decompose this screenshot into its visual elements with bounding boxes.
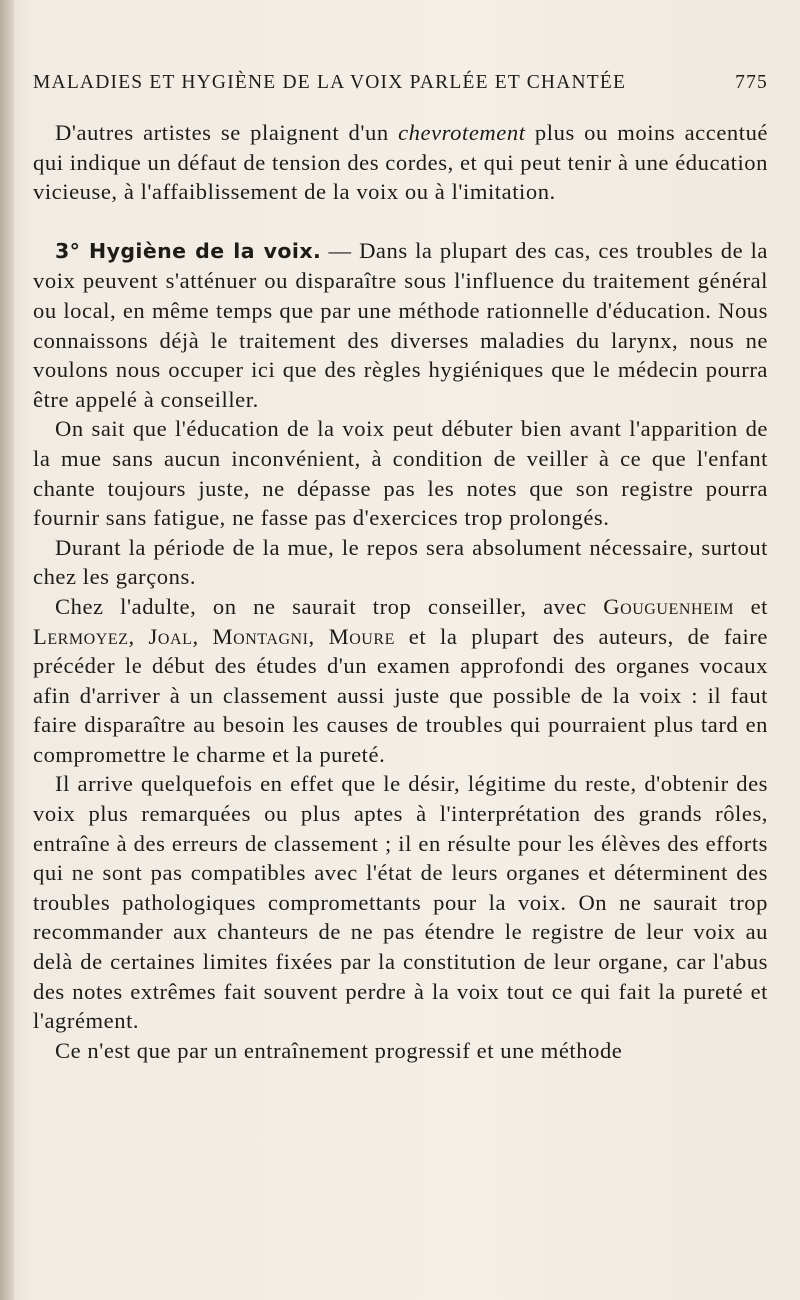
paragraph-1: D'autres artistes se plaignent d'un chevrotement plus ou moins accentué qui indique un défaut de tension des cordes, et qui peut tenir à une éducation vicieuse, à l'affaiblissement de la voix ou à l'imitation. xyxy=(33,120,768,205)
author-name: Joal xyxy=(148,623,193,649)
emphasis-chevrotement: chevrotement xyxy=(398,120,526,145)
paragraph-5: Chez l'adulte, on ne saurait trop conseiller, avec Gouguenheim et Lermoyez, Joal, Montagni, Moure et la plupart des auteurs, de faire précéder le début des études d'un examen approfondi des organes vocaux afin d'arriver à un classement aussi juste que possible de la voix : il faut faire disparaître au besoin les causes de troubles qui pourraient plus tard en compromettre le charme et la pureté. xyxy=(33,593,768,767)
paragraph-4: Durant la période de la mue, le repos sera absolument nécessaire, surtout chez les garçons. xyxy=(33,534,768,590)
running-title: MALADIES ET HYGIÈNE DE LA VOIX PARLÉE ET CHANTÉE xyxy=(33,72,627,93)
section-heading: 3° Hygiène de la voix. xyxy=(55,238,322,263)
running-header xyxy=(33,72,768,94)
page-body xyxy=(33,118,768,1065)
paragraph-2: 3° Hygiène de la voix. — Dans la plupart des cas, ces troubles de la voix peuvent s'atténuer ou disparaître sous l'influence du traitement général ou local, en même temps que par une méthode rationnelle d'éducation. Nous connaissons déjà le traitement des diverses maladies du larynx, nous ne voulons nous occuper ici que des règles hygiéniques que le médecin pourra être appelé à conseiller. xyxy=(33,237,768,412)
paragraph-7: Ce n'est que par un entraînement progressif et une méthode xyxy=(55,1037,623,1063)
book-binding-edge xyxy=(0,0,14,1300)
paragraph-6: Il arrive quelquefois en effet que le désir, légitime du reste, d'obtenir des voix plus remarquées ou plus aptes à l'interprétation des grands rôles, entraîne à des erreurs de classement ; il en résulte pour les élèves des efforts qui ne sont pas compatibles avec l'état de leurs organes et déterminent des troubles pathologiques compromettants pour la voix. On ne saurait trop recommander aux chanteurs de ne pas étendre le registre de leur voix au delà de certaines limites fixées par la constitution de leur organe, car l'abus des notes extrêmes fait souvent perdre à la voix tout ce qui fait la pureté et l'agrément. xyxy=(33,771,768,1034)
author-name: Montagni xyxy=(212,623,309,649)
author-name: Gouguenheim xyxy=(603,593,735,619)
author-name: Moure xyxy=(328,623,395,649)
page-number: 775 xyxy=(735,72,768,93)
paragraph-3: On sait que l'éducation de la voix peut débuter bien avant l'apparition de la mue sans aucun inconvénient, à condition de veiller à ce que l'enfant chante toujours juste, ne dépasse pas les notes que son registre pourra fournir sans fatigue, ne fasse pas d'exercices trop prolongés. xyxy=(33,416,768,531)
author-name: Lermoyez xyxy=(33,623,129,649)
